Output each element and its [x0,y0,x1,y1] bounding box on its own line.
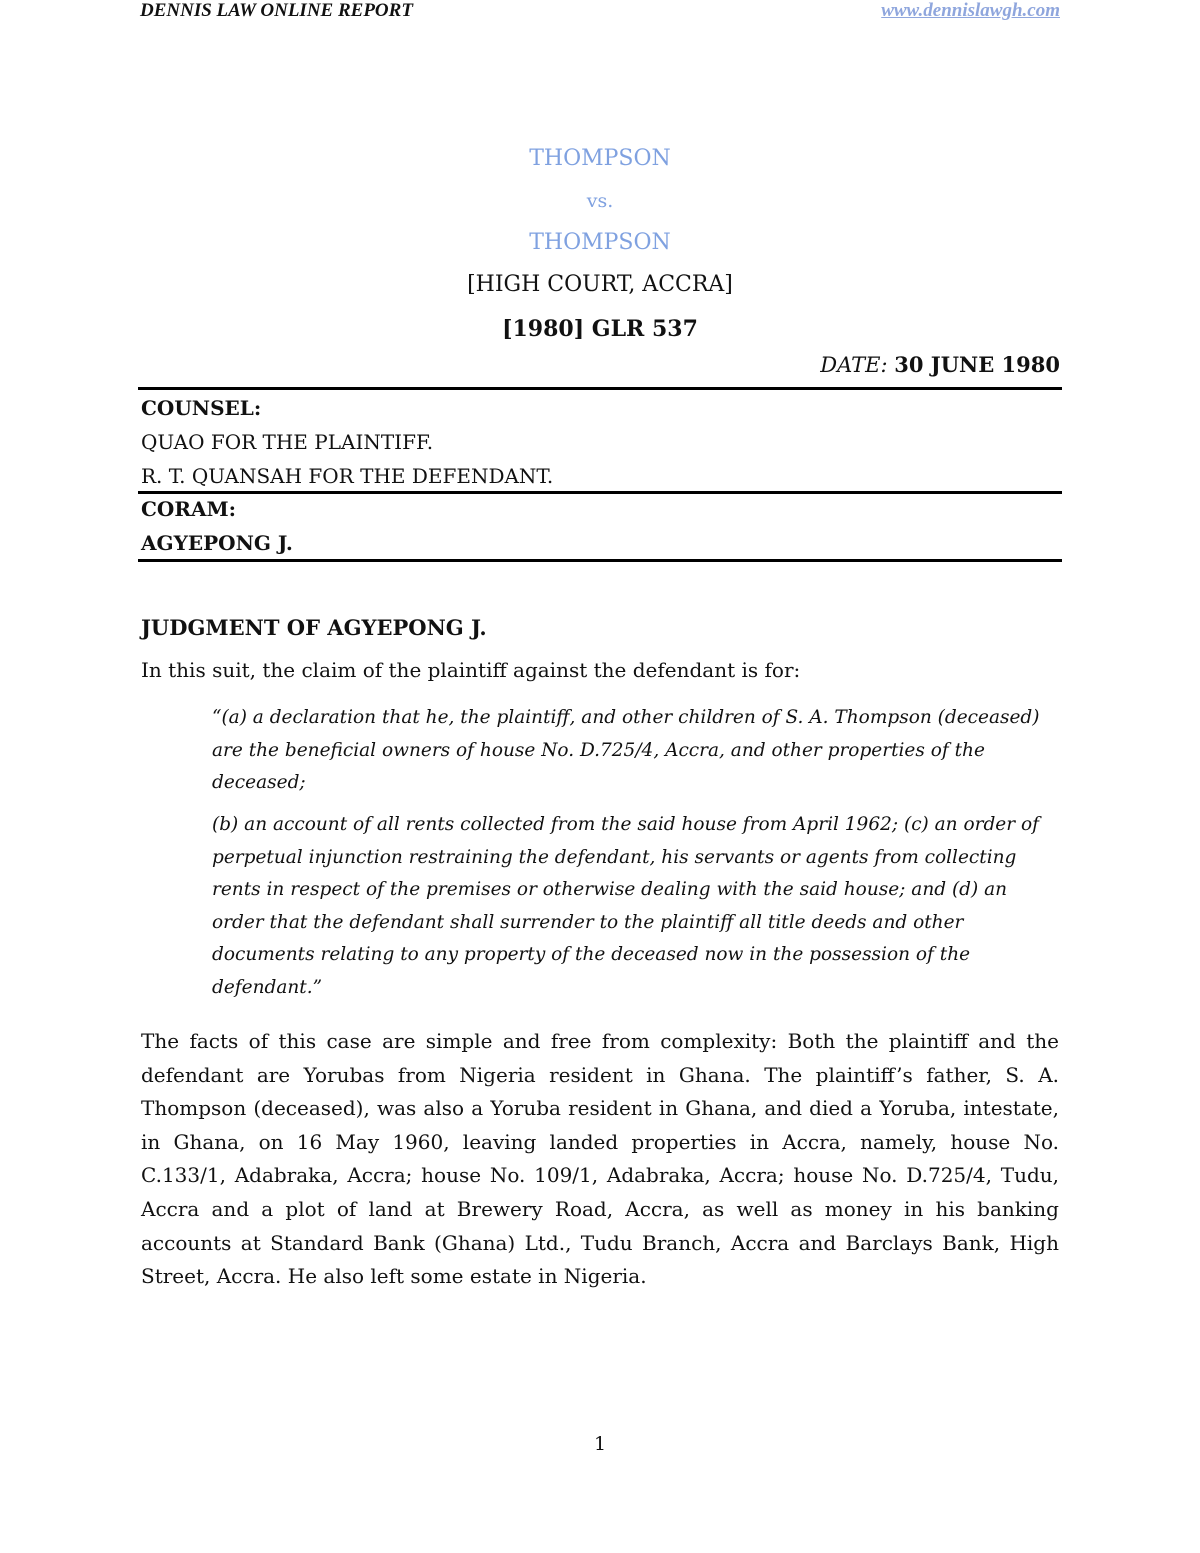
claim-quote-b: (b) an account of all rents collected from the said house from April 1962; (c) an order of perpetual injunction restraining the defendant, his servants or agents from collecting rents in respect of the premises or otherwise dealing with the said house; and (d) an order that the defendant shall surrender to the plaintiff all title deeds and other documents relating to any property of the deceased now in the possession of the defendant.” [212,814,1039,998]
facts-paragraph: The facts of this case are simple and free from complexity: Both the plaintiff and the defendant are Yorubas from Nigeria resident in Ghana. The plaintiff’s father, S. A. Thompson (deceased), was also a Yoruba resident in Ghana, and died a Yoruba, intestate, in Ghana, on 16 May 1960, leaving landed properties in Accra, namely, house No. C.133/1, Adabraka, Accra; house No. 109/1, Adabraka, Accra; house No. D.725/4, Tudu, Accra and a plot of land at Brewery Road, Accra, as well as money in his banking accounts at Standard Bank (Ghana) Ltd., Tudu Branch, Accra and Barclays Bank, High Street, Accra. He also left some estate in Nigeria. [141,1029,1059,1289]
case-title-block [140,138,1060,350]
date-value: 30 JUNE 1980 [894,352,1060,377]
coram-section [141,492,1060,560]
court-name: [HIGH COURT, ACCRA] [467,272,733,297]
defendant-party-name: THOMPSON [529,230,671,255]
judgment-intro: In this suit, the claim of the plaintiff against the defendant is for: [141,658,801,682]
plaintiff-party-name: THOMPSON [529,146,671,171]
report-name: DENNIS LAW ONLINE REPORT [140,0,413,21]
versus-label: vs. [586,190,614,212]
judgment-heading: JUDGMENT OF AGYEPONG J. [141,615,487,640]
counsel-line: R. T. QUANSAH FOR THE DEFENDANT. [141,464,554,488]
divider-top [138,387,1062,390]
case-citation: [1980] GLR 537 [502,316,698,342]
counsel-heading: COUNSEL: [141,396,262,420]
coram-heading: CORAM: [141,497,236,521]
divider-bottom [138,559,1062,562]
counsel-line: QUAO FOR THE PLAINTIFF. [141,430,434,454]
judgment-date [820,352,1060,377]
coram-judge: AGYEPONG J. [141,531,293,555]
date-label: DATE: [820,353,888,377]
claim-quote-a: “(a) a declaration that he, the plaintiff, and other children of S. A. Thompson (deceased) are the beneficial owners of house No. D.725/4, Accra, and other properties of the deceased; [212,707,1040,793]
running-header [140,0,1060,24]
page-number: 1 [593,1433,607,1455]
website-link[interactable]: www.dennislawgh.com [881,0,1060,21]
counsel-section [141,391,1060,493]
